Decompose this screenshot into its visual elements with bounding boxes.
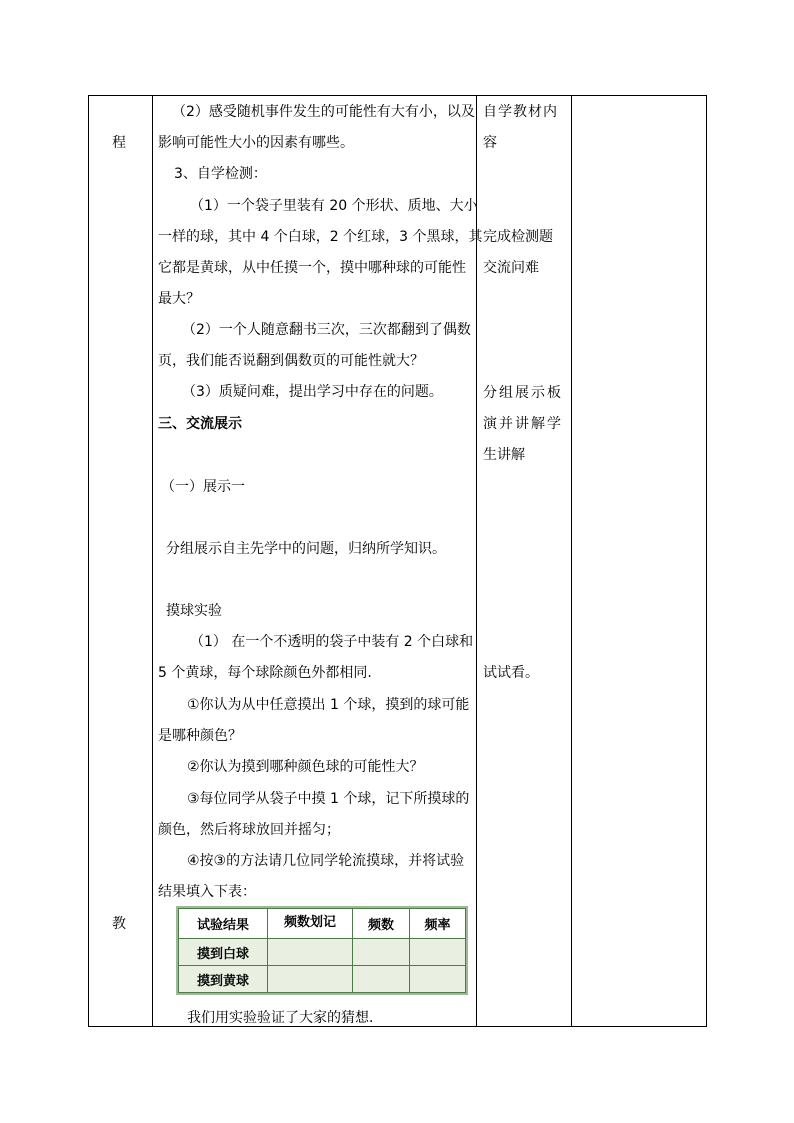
- section-heading: 三、交流展示: [158, 416, 242, 432]
- subsection-heading: （一）展示一: [161, 479, 245, 495]
- question-line: ④按③的方法请几位同学轮流摸球，并将试验: [187, 853, 465, 869]
- question-line: 是哪种颜色？: [158, 728, 242, 744]
- body-line: 一样的球，其中 4 个白球，2 个红球，3 个黑球，其: [158, 229, 483, 245]
- stage-label-char: 程: [112, 135, 126, 151]
- table-cell: [268, 939, 353, 966]
- table-cell: [410, 939, 466, 966]
- question-line: 颜色，然后将球放回并摇匀；: [158, 822, 340, 838]
- body-line: 我们用实验验证了大家的猜想.: [187, 1010, 374, 1026]
- activity-note: 试试看。: [483, 665, 539, 681]
- column-divider: [571, 96, 572, 1026]
- activity-note: 生讲解: [483, 447, 525, 463]
- experiment-results-table: [176, 906, 468, 995]
- body-line: 5 个黄球，每个球除颜色外都相同.: [158, 665, 372, 681]
- body-line: （3）质疑问难，提出学习中存在的问题。: [182, 384, 443, 400]
- table-header-cell: 频率: [410, 909, 466, 939]
- activity-note: 自学教材内: [483, 104, 558, 120]
- question-line: ②你认为摸到哪种颜色球的可能性大？: [187, 759, 424, 775]
- activity-note: 完成检测题: [483, 229, 553, 245]
- activity-note: 分组展示板: [483, 385, 563, 401]
- body-line: （1）一个袋子里装有 20 个形状、质地、大小: [190, 198, 478, 214]
- column-divider: [152, 96, 153, 1026]
- table-cell: 摸到白球: [179, 939, 268, 966]
- table-header-cell: 频数划记: [268, 909, 353, 939]
- body-line: 最大？: [158, 291, 200, 307]
- stage-label-char: 教: [112, 916, 126, 932]
- activity-note: 交流问难: [483, 260, 539, 276]
- table-row: [179, 966, 466, 993]
- section-heading: 3、自学检测：: [174, 166, 267, 182]
- body-line: （2）一个人随意翻书三次，三次都翻到了偶数: [182, 322, 471, 338]
- body-line: 分组展示自主先学中的问题，归纳所学知识。: [166, 541, 446, 557]
- table-cell: [353, 966, 410, 993]
- table-cell: [410, 966, 466, 993]
- table-cell: [268, 966, 353, 993]
- subsection-heading: 摸球实验: [166, 603, 222, 619]
- body-line: （1） 在一个不透明的袋子中装有 2 个白球和: [190, 634, 474, 650]
- table-row: [179, 939, 466, 966]
- question-line: ③每位同学从袋子中摸 1 个球，记下所摸球的: [187, 791, 470, 807]
- body-line: 它都是黄球，从中任摸一个，摸中哪种球的可能性: [158, 260, 466, 276]
- table-cell: 摸到黄球: [179, 966, 268, 993]
- table-cell: [353, 939, 410, 966]
- body-line: 页，我们能否说翻到偶数页的可能性就大？: [158, 353, 424, 369]
- activity-note: 演并讲解学: [483, 416, 563, 432]
- table-header-cell: 频数: [353, 909, 410, 939]
- body-line: 影响可能性大小的因素有哪些。: [158, 135, 354, 151]
- activity-note: 容: [483, 135, 497, 151]
- table-header-cell: 试验结果: [179, 909, 268, 939]
- question-line: ①你认为从中任意摸出 1 个球，摸到的球可能: [187, 697, 470, 713]
- question-line: 结果填入下表：: [158, 884, 256, 900]
- body-line: （2）感受随机事件发生的可能性有大有小，以及: [172, 104, 475, 120]
